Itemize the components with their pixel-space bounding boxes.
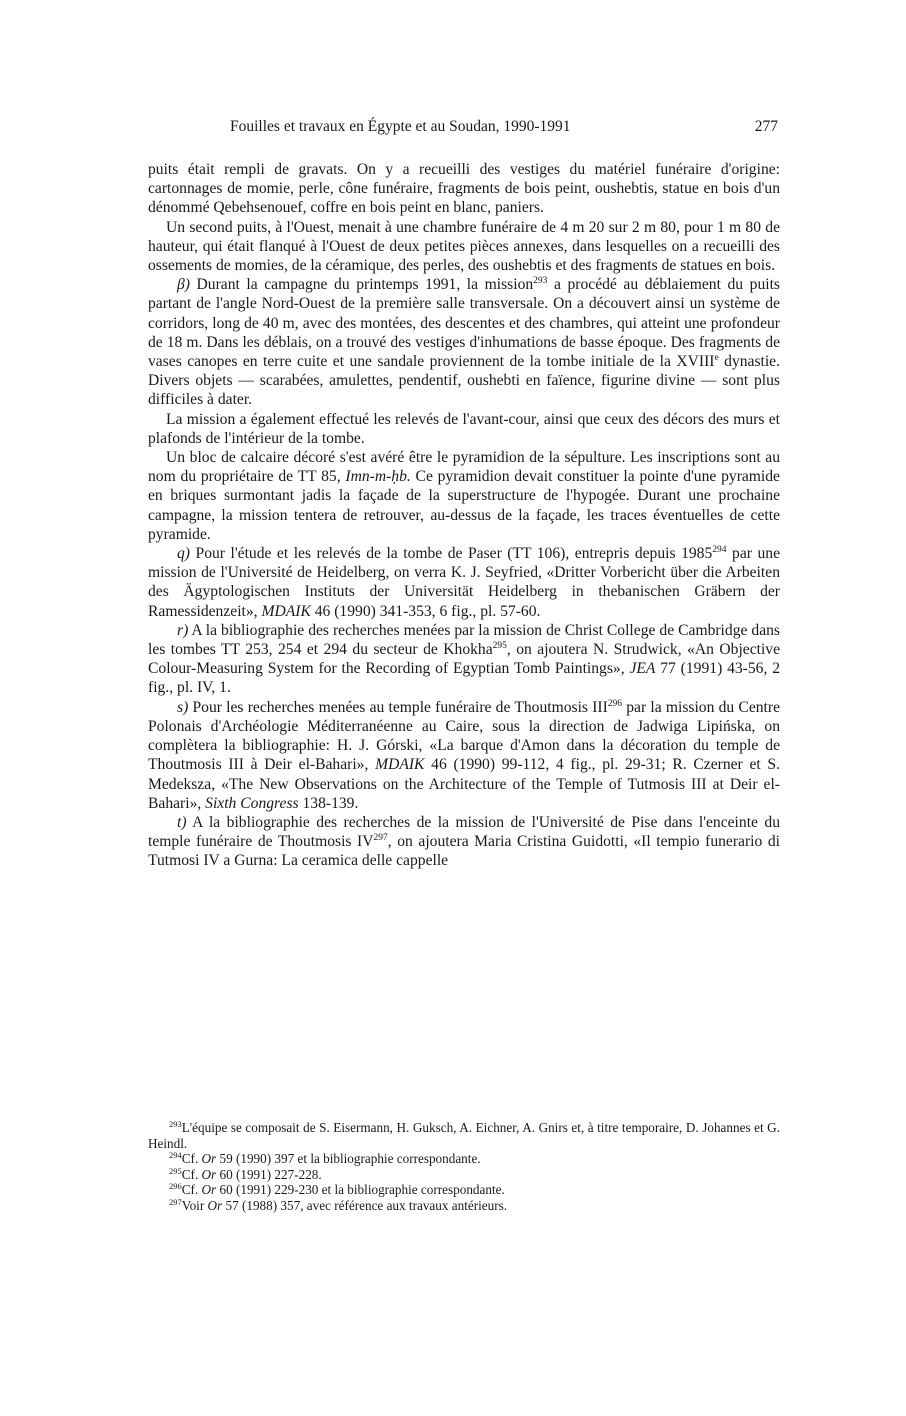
footnote-text: 60 (1991) 227-228. bbox=[216, 1166, 322, 1182]
text-span: par une mission de l'Université de Heidelberg, on verra K. J. Seyfried, «Dritter Vorbericht über die Arbeiten des Ägyptologischen Instituts der Universität Heidelberg in thebanischen Gräbern der Ramessidenzeit», bbox=[148, 545, 781, 620]
footnote-text: Cf. bbox=[181, 1151, 202, 1167]
footnote-text: 57 (1988) 357, avec référence aux travaux antérieurs. bbox=[222, 1197, 508, 1213]
superscript: e bbox=[714, 353, 719, 364]
egyptian-name: Imn-m-ḥb. bbox=[345, 468, 411, 486]
footnote-number: 297 bbox=[169, 1196, 182, 1207]
footnote-ref: 293 bbox=[533, 276, 548, 287]
footnote-294 bbox=[148, 1151, 780, 1167]
journal-title: JEA bbox=[629, 660, 656, 678]
text-span: , on ajoutera N. Strudwick, «An Objective Colour-Measuring System for the Recording of Egyptian Tomb Paintings», bbox=[148, 641, 781, 678]
paragraph-9 bbox=[148, 813, 780, 871]
text-span: 77 (1991) 43-56, 2 fig., pl. IV, 1. bbox=[148, 660, 781, 697]
footnote-295 bbox=[148, 1167, 780, 1183]
footnote-296 bbox=[148, 1182, 780, 1198]
footnote-293 bbox=[148, 1120, 780, 1151]
text-span: 46 (1990) 341-353, 6 fig., pl. 57-60. bbox=[310, 602, 541, 620]
page-number: 277 bbox=[754, 118, 778, 135]
text-span: par la mission du Centre Polonais d'Archéologie Méditerranéenne au Caire, sous la direction de Jadwiga Lipińska, on complètera la bibliographie: H. J. Górski, «La barque d'Amon dans la décoration du temple de Thoutmosis III à Deir el-Bahari», bbox=[148, 698, 780, 774]
section-marker: β) bbox=[177, 276, 190, 294]
paragraph-2: Un second puits, à l'Ouest, menait à une chambre funéraire de 4 m 20 sur 2 m 80, pour 1 m 80 de hauteur, qui était flanqué à l'Ouest de deux petites pièces annexes, dans lesquelles on a recueilli des ossements de momies, de la céramique, des perles, des oushebtis et des fragments de statues en bois. bbox=[148, 218, 780, 275]
text-span: 46 (1990) 99-112, 4 fig., pl. 29-31; R. Czerner et S. Medeksza, «The New Observations on the Architecture of the Temple of Tutmosis III at Deir el-Bahari», bbox=[148, 756, 780, 812]
running-header bbox=[148, 118, 780, 140]
footnote-text: 59 (1990) 397 et la bibliographie correspondante. bbox=[216, 1151, 481, 1167]
text-span: , on ajoutera Maria Cristina Guidotti, «Il tempio funerario di Tutmosi IV a Gurna: La ceramica delle cappelle bbox=[148, 833, 780, 870]
footnote-ref: 296 bbox=[607, 698, 623, 709]
text-span: Durant la campagne du printemps 1991, la mission bbox=[189, 276, 534, 294]
footnote-text: Cf. bbox=[181, 1182, 202, 1198]
journal-title: MDAIK bbox=[261, 602, 311, 620]
footnote-ref: 295 bbox=[492, 641, 507, 652]
paragraph-7 bbox=[148, 621, 780, 698]
text-span: a procédé au déblaiement du puits partant de l'angle Nord-Ouest de la première salle transversale. On a découvert ainsi un système de corridors, long de 40 m, avec des montées, des descentes et des chambres, qui atteint une profondeur de 18 m. Dans les déblais, on a trouvé des vestiges d'inhumations de basse époque. Des fragments de vases canopes en terre cuite et une sandale proviennent de la tombe initiale de la XVIII bbox=[148, 276, 780, 371]
running-title: Fouilles et travaux en Égypte et au Soudan, 1990-1991 bbox=[230, 118, 571, 135]
footnote-297 bbox=[148, 1198, 780, 1214]
section-marker: s) bbox=[177, 698, 189, 716]
section-marker: r) bbox=[177, 621, 189, 639]
paragraph-1: puits était rempli de gravats. On y a recueilli des vestiges du matériel funéraire d'origine: cartonnages de momie, perle, cône funéraire, fragments de bois peint, oushebtis, statue en bois d'un dénommé Qebehsenouef, coffre en bois peint en blanc, paniers. bbox=[148, 161, 780, 217]
journal-title: Or bbox=[201, 1182, 217, 1198]
journal-title: Or bbox=[201, 1166, 217, 1182]
paragraph-5 bbox=[148, 448, 780, 544]
footnote-number: 293 bbox=[169, 1119, 182, 1129]
text-span: A la bibliographie des recherches de la mission de l'Université de Pise dans l'enceinte du temple funéraire de Thoutmosis IV bbox=[148, 813, 780, 851]
paragraph-4: La mission a également effectué les relevés de l'avant-cour, ainsi que ceux des décors des murs et plafonds de l'intérieur de la tombe. bbox=[148, 410, 780, 447]
paragraph-3 bbox=[148, 275, 780, 409]
text-span: Ce pyramidion devait constituer la pointe d'une pyramide en briques surmontant jadis la façade de la superstructure de l'hypogée. Durant une prochaine campagne, la mission tentera de retrouver, au-dessus de la façade, les traces éventuelles de cette pyramide. bbox=[148, 468, 780, 543]
footnote-text: 60 (1991) 229-230 et la bibliographie correspondante. bbox=[216, 1182, 505, 1198]
paragraph-6 bbox=[148, 544, 780, 621]
text-span: Un bloc de calcaire décoré s'est avéré être le pyramidion de la sépulture. Les inscriptions sont au nom du propriétaire de TT 85, bbox=[148, 449, 780, 486]
footnote-number: 296 bbox=[169, 1181, 182, 1192]
footnote-text: Cf. bbox=[181, 1166, 202, 1182]
text-span: Pour l'étude et les relevés de la tombe de Paser (TT 106), entrepris depuis 1985 bbox=[190, 545, 713, 563]
footnote-number: 295 bbox=[169, 1165, 182, 1176]
journal-title: MDAIK bbox=[375, 756, 425, 774]
text-span: Pour les recherches menées au temple funéraire de Thoutmosis III bbox=[188, 698, 608, 716]
journal-title: Or bbox=[201, 1151, 217, 1167]
footnote-text: L'équipe se composait de S. Eisermann, H. Guksch, A. Eichner, A. Gnirs et, à titre temporaire, D. Johannes et G. Heindl. bbox=[148, 1120, 780, 1151]
footnotes bbox=[148, 1120, 780, 1214]
footnote-ref: 297 bbox=[373, 833, 388, 844]
journal-title: Or bbox=[207, 1197, 223, 1213]
paragraph-8 bbox=[148, 698, 780, 813]
text-span: dynastie. Divers objets — scarabées, amulettes, pendentif, oushebti en faïence, figurine divine — sont plus difficiles à dater. bbox=[148, 353, 781, 409]
journal-title: Sixth Congress bbox=[205, 794, 299, 812]
text-span: A la bibliographie des recherches menées par la mission de Christ College de Cambridge dans les tombes TT 253, 254 et 294 du secteur de Khokha bbox=[148, 621, 780, 659]
main-text bbox=[148, 160, 780, 871]
text-span: 138-139. bbox=[298, 794, 359, 812]
section-marker: t) bbox=[177, 813, 187, 831]
footnote-text: Voir bbox=[181, 1197, 208, 1213]
footnote-ref: 294 bbox=[712, 545, 727, 556]
footnote-number: 294 bbox=[169, 1150, 182, 1161]
section-marker: q) bbox=[177, 545, 190, 563]
